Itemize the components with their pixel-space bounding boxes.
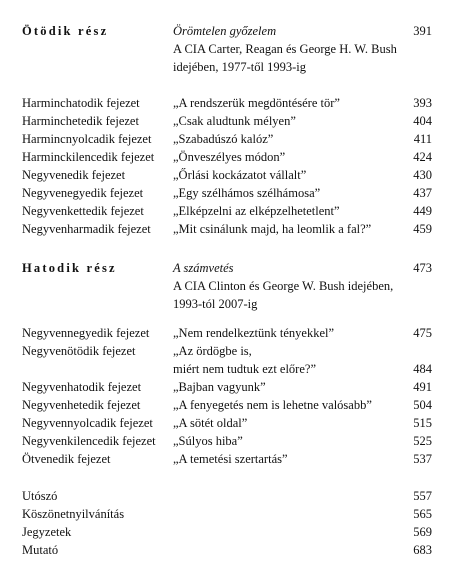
toc-entry [0,148,454,166]
chapter-title: „A temetési szertartás” [173,452,288,466]
toc-entry [0,450,454,468]
part-subtitle [0,277,454,295]
part-subtitle-line: 1993-tól 2007-ig [173,297,258,311]
toc-entry [0,220,454,238]
back-matter-label: Köszönetnyilvánítás [22,507,125,521]
page-number: 484 [413,362,432,376]
part-subtitle-line: A CIA Clinton és George W. Bush idejében, [173,279,394,293]
chapter-title: „Őrlási kockázatot vállalt” [173,168,307,182]
chapter-title: „Nem rendelkeztünk tényekkel” [173,326,335,340]
chapter-title: „Elképzelni az elképzelhetetlent” [173,204,340,218]
toc-entry [0,324,454,342]
chapter-title: „Szabadúszó kalóz” [173,132,274,146]
part-subtitle-line: A CIA Carter, Reagan és George H. W. Bush [173,42,397,56]
toc-entry [0,414,454,432]
page-number: 424 [413,150,432,164]
chapter-label: Harminchetedik fejezet [22,114,139,128]
chapter-title: „Egy szélhámos szélhámosa” [173,186,321,200]
toc-entry-back-matter [0,541,454,559]
page-number: 565 [413,507,432,521]
part-subtitle [0,40,454,58]
page-number: 459 [413,222,432,236]
chapter-label: Negyvenegyedik fejezet [22,186,144,200]
chapter-title: „A fenyegetés nem is lehetne valósabb” [173,398,372,412]
part-subtitle [0,295,454,313]
back-matter-label: Utószó [22,489,58,503]
page-number: 404 [413,114,432,128]
page-number: 393 [413,96,432,110]
part-label: Ötödik rész [22,24,109,38]
chapter-title: „Súlyos hiba” [173,434,243,448]
toc-entry [0,112,454,130]
toc-entry [0,432,454,450]
chapter-label: Negyvenkilencedik fejezet [22,434,156,448]
back-matter-label: Mutató [22,543,59,557]
page-number: 411 [413,132,432,146]
page-number: 515 [413,416,432,430]
part-title: Örömtelen győzelem [173,24,277,38]
chapter-label: Negyvenkettedik fejezet [22,204,144,218]
chapter-title: „Önveszélyes módon” [173,150,286,164]
chapter-title: „A sötét oldal” [173,416,248,430]
toc-entry [0,378,454,396]
chapter-title: „Mit csinálunk majd, ha leomlik a fal?” [173,222,372,236]
part-label: Hatodik rész [22,261,117,275]
part-header-5 [0,22,454,40]
page-number: 683 [413,543,432,557]
page-number: 449 [413,204,432,218]
chapter-title: „Bajban vagyunk” [173,380,266,394]
chapter-label: Harminchatodik fejezet [22,96,140,110]
chapter-title: „A rendszerük megdöntésére tör” [173,96,340,110]
page-number: 537 [413,452,432,466]
page-number: 475 [413,326,432,340]
toc-entry [0,396,454,414]
page-number: 491 [413,380,432,394]
toc-entry [0,130,454,148]
page-number: 391 [413,24,432,38]
chapter-label: Harminckilencedik fejezet [22,150,155,164]
part-subtitle-line: idejében, 1977-től 1993-ig [173,60,306,74]
chapter-label: Negyvennegyedik fejezet [22,326,150,340]
chapter-label: Negyvennyolcadik fejezet [22,416,153,430]
chapter-title: „Csak aludtunk mélyen” [173,114,296,128]
toc-entry-back-matter [0,487,454,505]
chapter-label: Negyvenhetedik fejezet [22,398,141,412]
chapter-label: Harmincnyolcadik fejezet [22,132,152,146]
page-number: 504 [413,398,432,412]
part-subtitle [0,58,454,76]
toc-entry-back-matter [0,523,454,541]
toc-entry-back-matter [0,505,454,523]
toc-entry [0,184,454,202]
back-matter-label: Jegyzetek [22,525,72,539]
page-number: 525 [413,434,432,448]
page-number: 437 [413,186,432,200]
part-title: A számvetés [173,261,234,275]
toc-entry [0,342,454,360]
page-number: 473 [413,261,432,275]
chapter-label: Negyvenötödik fejezet [22,344,136,358]
chapter-label: Negyvenharmadik fejezet [22,222,151,236]
toc-entry-continuation [0,360,454,378]
part-header-6 [0,259,454,277]
page-number: 569 [413,525,432,539]
toc-entry [0,202,454,220]
page-number: 430 [413,168,432,182]
toc-entry [0,94,454,112]
chapter-label: Negyvenedik fejezet [22,168,126,182]
chapter-title: „Az ördögbe is, [173,344,252,358]
chapter-title-continuation: miért nem tudtuk ezt előre?” [173,362,316,376]
page-number: 557 [413,489,432,503]
chapter-label: Negyvenhatodik fejezet [22,380,142,394]
toc-entry [0,166,454,184]
chapter-label: Ötvenedik fejezet [22,452,111,466]
